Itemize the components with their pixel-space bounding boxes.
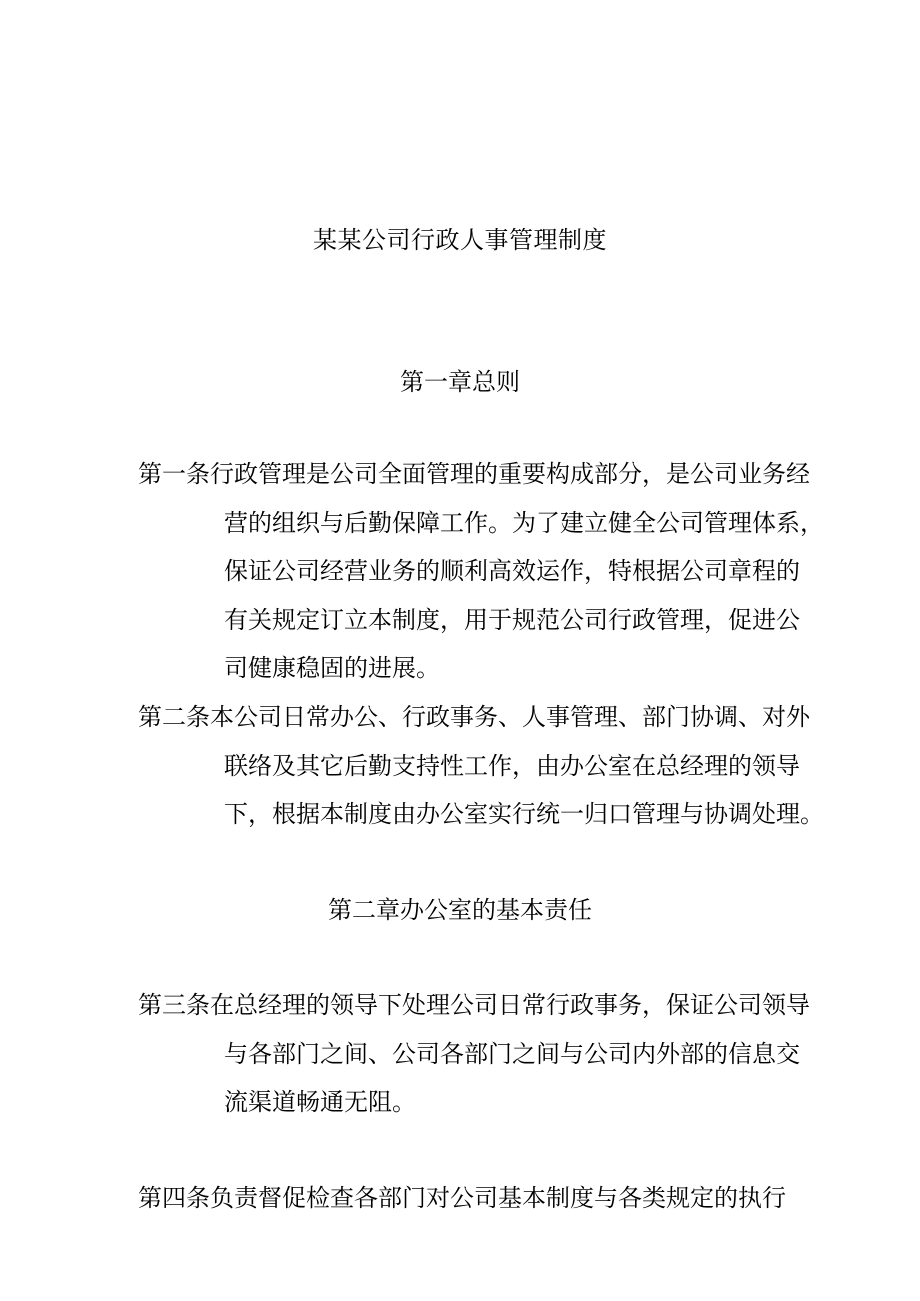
article-4 [138, 1174, 838, 1223]
article-2 [138, 693, 838, 839]
article-line: 第二条本公司日常办公、行政事务、人事管理、部门协调、对外 [138, 703, 810, 731]
chapter-heading-2: 第二章办公室的基本责任 [328, 896, 592, 924]
article-line: 营的组织与后勤保障工作。为了建立健全公司管理体系， [224, 508, 824, 537]
article-1 [138, 450, 838, 693]
article-line: 有关规定订立本制度，用于规范公司行政管理，促进公 [224, 605, 800, 634]
article-line: 司健康稳固的进展。 [224, 654, 440, 682]
article-line: 第一条行政管理是公司全面管理的重要构成部分，是公司业务经 [138, 460, 810, 488]
article-line: 第四条负责督促检查各部门对公司基本制度与各类规定的执行 [138, 1184, 786, 1212]
document-title: 某某公司行政人事管理制度 [313, 226, 607, 254]
article-3 [138, 981, 838, 1127]
article-line: 保证公司经营业务的顺利高效运作，特根据公司章程的 [224, 557, 800, 585]
article-line: 下，根据本制度由办公室实行统一归口管理与协调处理。 [224, 800, 824, 828]
article-line: 第三条在总经理的领导下处理公司日常行政事务，保证公司领导 [138, 991, 810, 1019]
chapter-heading-1: 第一章总则 [400, 368, 520, 396]
article-line: 流渠道畅通无阻。 [224, 1088, 416, 1116]
article-line: 联络及其它后勤支持性工作，由办公室在总经理的领导 [224, 751, 800, 780]
article-line: 与各部门之间、公司各部门之间与公司内外部的信息交 [224, 1039, 800, 1068]
